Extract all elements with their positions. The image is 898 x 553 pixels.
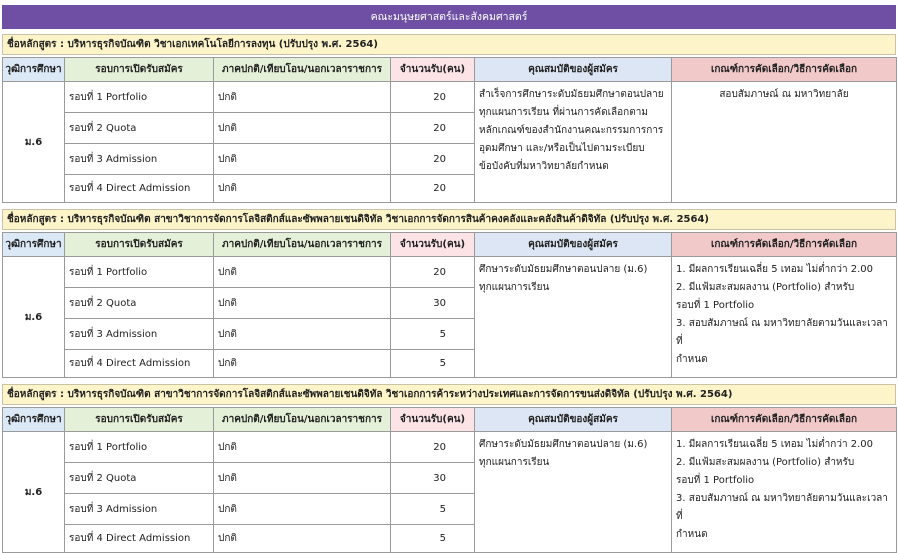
qualification-line: ข้อบังคับที่มหาวิทยาลัยกำหนด: [479, 161, 609, 172]
criteria-line: สอบสัมภาษณ์ ณ มหาวิทยาลัย: [719, 89, 849, 100]
qualification-line: ศึกษาระดับมัธยมศึกษาตอนปลาย (ม.6): [479, 439, 648, 450]
header-round: รอบการเปิดรับสมัคร: [65, 233, 214, 257]
qualification-line: ทุกแผนการเรียน: [479, 282, 550, 293]
qualification-line: สำเร็จการศึกษาระดับมัธยมศึกษาตอนปลาย: [479, 89, 664, 100]
program-type: ปกติ: [214, 113, 391, 144]
criteria-line: 1. มีผลการเรียนเฉลี่ย 5 เทอม ไม่ต่ำกว่า 2.00: [676, 439, 874, 450]
criteria-line: รอบที่ 1 Portfolio: [676, 300, 755, 311]
program-type: ปกติ: [214, 350, 391, 378]
round-name: รอบที่ 4 Direct Admission: [65, 525, 214, 553]
header-qualification: คุณสมบัติของผู้สมัคร: [475, 233, 672, 257]
education-level: ม.6: [3, 82, 65, 203]
qualification-cell: [475, 432, 672, 553]
program-type: ปกติ: [214, 432, 391, 463]
qualification-line: ศึกษาระดับมัธยมศึกษาตอนปลาย (ม.6): [479, 264, 648, 275]
round-name: รอบที่ 4 Direct Admission: [65, 350, 214, 378]
admission-table: [2, 57, 897, 203]
program-title: ชื่อหลักสูตร : บริหารธุรกิจบัณฑิต สาขาวิชาการจัดการโลจิสติกส์และซัพพลายเชนดิจิทัล วิชาเอกการค้าระหว่างประเทศและการจัดการขนส่งดิจิทัล (ปรับปรุง พ.ศ. 2564): [2, 384, 896, 405]
header-count: จำนวนรับ(คน): [391, 58, 475, 82]
criteria-cell: [672, 82, 897, 203]
intake-count: 20: [391, 175, 475, 203]
criteria-line: 2. มีแฟ้มสะสมผลงาน (Portfolio) สำหรับ: [676, 457, 855, 468]
program-title: ชื่อหลักสูตร : บริหารธุรกิจบัณฑิต สาขาวิชาการจัดการโลจิสติกส์และซัพพลายเชนดิจิทัล วิชาเอกการจัดการสินค้าคงคลังและคลังสินค้าดิจิทัล (ปรับปรุง พ.ศ. 2564): [2, 209, 896, 230]
header-criteria: เกณฑ์การคัดเลือก/วิธีการคัดเลือก: [672, 233, 897, 257]
table-row: [3, 82, 897, 113]
qualification-line: ทุกแผนการเรียน ที่ผ่านการคัดเลือกตาม: [479, 107, 648, 118]
program-type: ปกติ: [214, 494, 391, 525]
criteria-line: 3. สอบสัมภาษณ์ ณ มหาวิทยาลัยตามวันและเวลาที่: [676, 318, 888, 347]
header-count: จำนวนรับ(คน): [391, 408, 475, 432]
criteria-cell: [672, 432, 897, 553]
intake-count: 20: [391, 82, 475, 113]
criteria-line: กำหนด: [676, 354, 708, 365]
criteria-line: กำหนด: [676, 529, 708, 540]
program-type: ปกติ: [214, 257, 391, 288]
header-round: รอบการเปิดรับสมัคร: [65, 408, 214, 432]
header-qualification: คุณสมบัติของผู้สมัคร: [475, 408, 672, 432]
intake-count: 30: [391, 288, 475, 319]
program-type: ปกติ: [214, 463, 391, 494]
admission-table: [2, 407, 897, 553]
program-title: ชื่อหลักสูตร : บริหารธุรกิจบัณฑิต วิชาเอกเทคโนโลยีการลงทุน (ปรับปรุง พ.ศ. 2564): [2, 34, 896, 55]
qualification-line: หลักเกณฑ์ของสำนักงานคณะกรรมการการ: [479, 125, 664, 136]
program-type: ปกติ: [214, 144, 391, 175]
intake-count: 5: [391, 319, 475, 350]
round-name: รอบที่ 3 Admission: [65, 144, 214, 175]
program-type: ปกติ: [214, 82, 391, 113]
program-type: ปกติ: [214, 175, 391, 203]
round-name: รอบที่ 3 Admission: [65, 319, 214, 350]
criteria-line: 1. มีผลการเรียนเฉลี่ย 5 เทอม ไม่ต่ำกว่า 2.00: [676, 264, 874, 275]
round-name: รอบที่ 4 Direct Admission: [65, 175, 214, 203]
header-type: ภาคปกติ/เทียบโอน/นอกเวลาราชการ: [214, 408, 391, 432]
intake-count: 30: [391, 463, 475, 494]
criteria-line: รอบที่ 1 Portfolio: [676, 475, 755, 486]
round-name: รอบที่ 2 Quota: [65, 463, 214, 494]
criteria-line: 2. มีแฟ้มสะสมผลงาน (Portfolio) สำหรับ: [676, 282, 855, 293]
round-name: รอบที่ 1 Portfolio: [65, 257, 214, 288]
qualification-line: ทุกแผนการเรียน: [479, 457, 550, 468]
admission-table: [2, 232, 897, 378]
faculty-title: คณะมนุษยศาสตร์และสังคมศาสตร์: [2, 5, 896, 29]
intake-count: 5: [391, 525, 475, 553]
intake-count: 20: [391, 432, 475, 463]
intake-count: 20: [391, 144, 475, 175]
program-type: ปกติ: [214, 525, 391, 553]
education-level: ม.6: [3, 257, 65, 378]
header-type: ภาคปกติ/เทียบโอน/นอกเวลาราชการ: [214, 58, 391, 82]
qualification-cell: [475, 82, 672, 203]
header-education: วุฒิการศึกษา: [3, 233, 65, 257]
intake-count: 20: [391, 257, 475, 288]
qualification-cell: [475, 257, 672, 378]
header-criteria: เกณฑ์การคัดเลือก/วิธีการคัดเลือก: [672, 58, 897, 82]
intake-count: 20: [391, 113, 475, 144]
criteria-cell: [672, 257, 897, 378]
round-name: รอบที่ 3 Admission: [65, 494, 214, 525]
intake-count: 5: [391, 350, 475, 378]
qualification-line: อุดมศึกษา และ/หรือเป็นไปตามระเบียบ: [479, 143, 645, 154]
round-name: รอบที่ 2 Quota: [65, 113, 214, 144]
round-name: รอบที่ 1 Portfolio: [65, 432, 214, 463]
program-type: ปกติ: [214, 319, 391, 350]
header-type: ภาคปกติ/เทียบโอน/นอกเวลาราชการ: [214, 233, 391, 257]
intake-count: 5: [391, 494, 475, 525]
program-type: ปกติ: [214, 288, 391, 319]
table-row: [3, 257, 897, 288]
round-name: รอบที่ 2 Quota: [65, 288, 214, 319]
education-level: ม.6: [3, 432, 65, 553]
header-education: วุฒิการศึกษา: [3, 58, 65, 82]
header-criteria: เกณฑ์การคัดเลือก/วิธีการคัดเลือก: [672, 408, 897, 432]
header-qualification: คุณสมบัติของผู้สมัคร: [475, 58, 672, 82]
header-education: วุฒิการศึกษา: [3, 408, 65, 432]
header-count: จำนวนรับ(คน): [391, 233, 475, 257]
criteria-line: 3. สอบสัมภาษณ์ ณ มหาวิทยาลัยตามวันและเวลาที่: [676, 493, 888, 522]
round-name: รอบที่ 1 Portfolio: [65, 82, 214, 113]
table-row: [3, 432, 897, 463]
header-round: รอบการเปิดรับสมัคร: [65, 58, 214, 82]
